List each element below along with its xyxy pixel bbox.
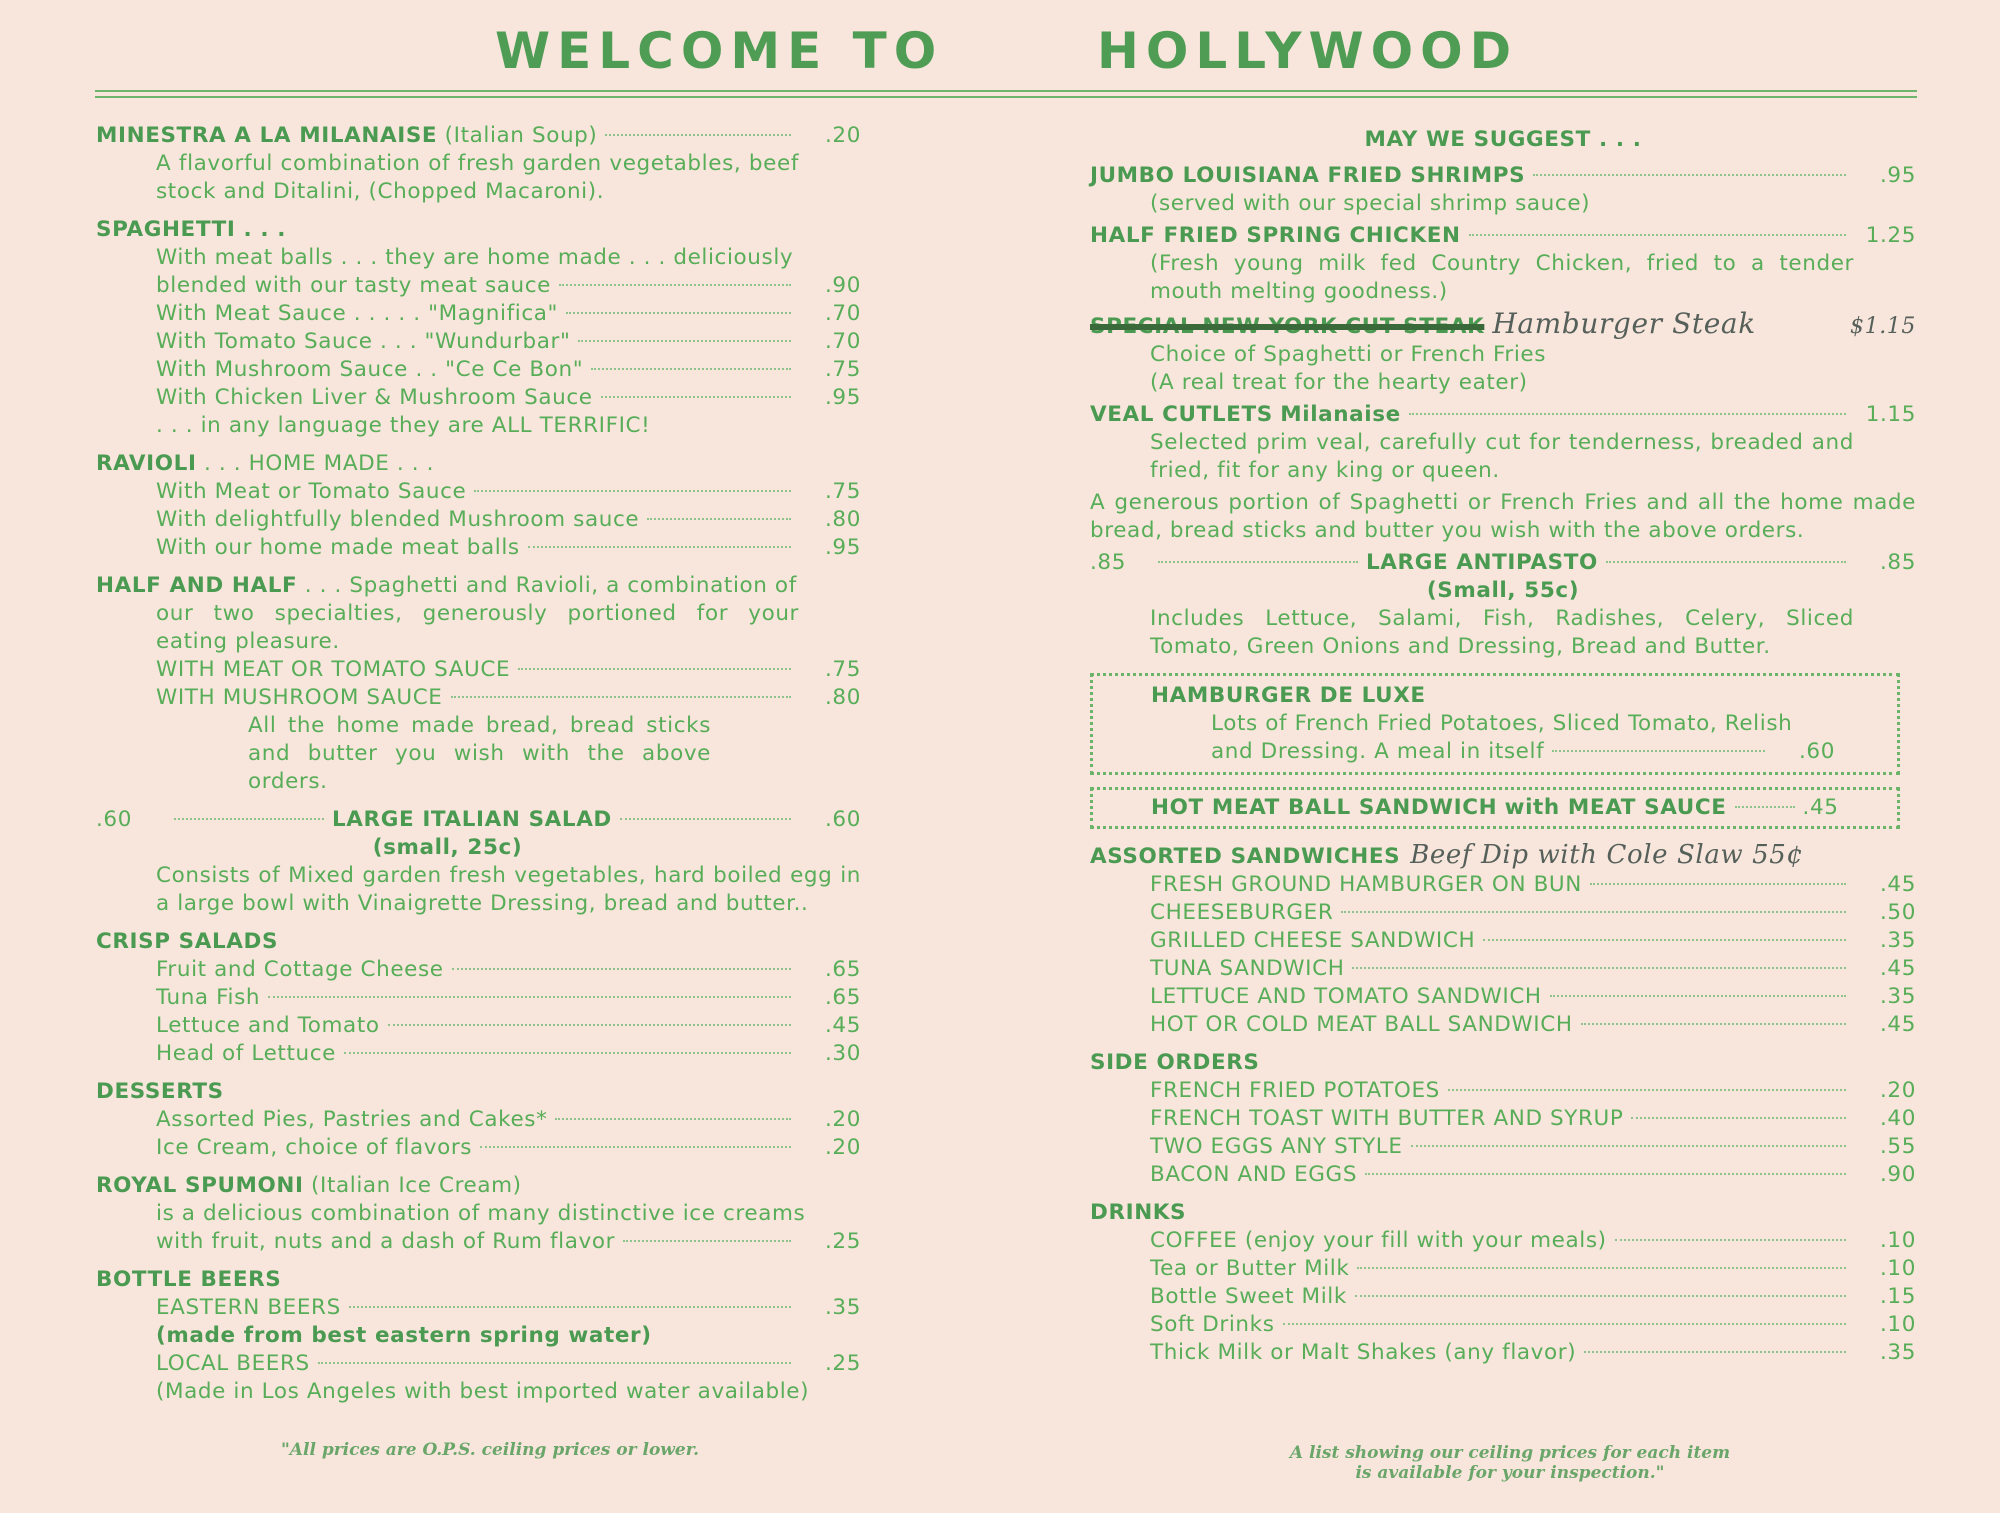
menu-item-chicken: HALF FRIED SPRING CHICKEN 1.25 (Fresh young milk fed Country Chicken, fried to a tender mouth melting goodness.) [1090, 223, 1916, 304]
item-price: .20 [825, 123, 861, 148]
item-name: HAMBURGER DE LUXE [1151, 683, 1426, 708]
menu-item: WITH MEAT OR TOMATO SAUCE .75 [156, 657, 861, 682]
footer-right [1190, 1443, 1830, 1483]
item-line2: (A real treat for the hearty eater) [1150, 370, 1528, 395]
box-meatball-sandwich: HOT MEAT BALL SANDWICH with MEAT SAUCE .45 [1090, 787, 1900, 829]
menu-item: Lettuce and Tomato .45 [156, 1013, 861, 1038]
menu-item: Bottle Sweet Milk .15 [1150, 1284, 1916, 1309]
item-line2: with fruit, nuts and a dash of Rum flavor .25 [156, 1229, 861, 1254]
item-desc: (Fresh young milk fed Country Chicken, fried to a tender mouth melting goodness.) [1150, 251, 1854, 304]
struck-name: SPECIAL NEW YORK CUT STEAK [1090, 314, 1485, 339]
beer-note: (made from best eastern spring water) [156, 1323, 652, 1348]
item-sub: (Italian Ice Cream) [311, 1173, 522, 1198]
menu-item: GRILLED CHEESE SANDWICH .35 [1150, 928, 1916, 953]
item-sub: (Italian Soup) [444, 123, 598, 148]
menu-item-minestra [96, 122, 861, 206]
menu-item: TUNA SANDWICH .45 [1150, 956, 1916, 981]
menu-item: HOT OR COLD MEAT BALL SANDWICH .45 [1150, 1012, 1916, 1037]
generous-note: A generous portion of Spaghetti or French Fries and all the home made bread, bread sticks and butter you wish with the above orders. [1090, 490, 1916, 543]
item-desc: Includes Lettuce, Salami, Fish, Radishes, Celery, Sliced Tomato, Green Onions and Dressing, Bread and Butter. [1150, 606, 1854, 659]
menu-item: Soft Drinks .10 [1150, 1312, 1916, 1337]
section-heading: BOTTLE BEERS [96, 1267, 282, 1292]
handwritten-correction: Hamburger Steak [1492, 307, 1756, 340]
section-heading: DRINKS [1090, 1200, 1187, 1225]
item-line1: Lots of French Fried Potatoes, Sliced Tomato, Relish [1211, 711, 1793, 736]
right-column [1090, 126, 1916, 1377]
menu-item: With Meat Sauce . . . . . "Magnifica" .70 [156, 301, 861, 326]
menu-item: TWO EGGS ANY STYLE .55 [1150, 1134, 1916, 1159]
menu-item: Fruit and Cottage Cheese .65 [156, 957, 861, 982]
menu-item: EASTERN BEERS .35 [156, 1295, 861, 1320]
menu-item: Tuna Fish .65 [156, 985, 861, 1010]
section-desc: our two specialties, generously portioned for your eating pleasure. [156, 601, 799, 654]
menu-item-spumoni [96, 1172, 861, 1256]
menu-item: Assorted Pies, Pastries and Cakes* .20 [156, 1107, 861, 1132]
top-rule [95, 90, 1917, 92]
menu-item: FRENCH FRIED POTATOES .20 [1150, 1078, 1916, 1103]
section-heading: DESSERTS [96, 1079, 224, 1104]
menu-item: blended with our tasty meat sauce .90 [156, 273, 861, 298]
item-name: LARGE ITALIAN SALAD [332, 807, 612, 832]
item-desc: Selected prim veal, carefully cut for tenderness, breaded and fried, fit for any king or queen. [1150, 430, 1854, 483]
box-hamburger-deluxe: HAMBURGER DE LUXE Lots of French Fried Potatoes, Sliced Tomato, Relish and Dressing. A meal in itself .60 [1090, 673, 1900, 775]
menu-item: Tea or Butter Milk .10 [1150, 1256, 1916, 1281]
section-intro: With meat balls . . . they are home made . . . deliciously [156, 245, 794, 270]
suggest-heading: MAY WE SUGGEST . . . [1364, 127, 1642, 152]
menu-item: With Tomato Sauce . . . "Wundurbar" .70 [156, 329, 861, 354]
section-crisp-salads [96, 928, 861, 1068]
section-tagline: . . . in any language they are ALL TERRIFIC! [156, 413, 651, 438]
item-desc: (served with our special shrimp sauce) [1150, 191, 1591, 216]
menu-item: CHEESEBURGER .50 [1150, 900, 1916, 925]
title-welcome: WELCOME TO [495, 22, 944, 80]
menu-item: Ice Cream, choice of flavors .20 [156, 1135, 861, 1160]
item-name: ROYAL SPUMONI [96, 1173, 304, 1198]
section-heading: SIDE ORDERS [1090, 1050, 1260, 1075]
section-heading: HALF AND HALF [96, 573, 298, 598]
item-name: MINESTRA A LA MILANAISE [96, 123, 438, 148]
handwritten-price: $1.15 [1850, 314, 1916, 339]
section-note: All the home made bread, bread sticks and butter you wish with the above orders. [248, 713, 711, 794]
section-heading: RAVIOLI [96, 451, 197, 476]
section-spaghetti [96, 216, 861, 440]
title-hollywood: HOLLYWOOD [1097, 22, 1519, 80]
menu-item: FRENCH TOAST WITH BUTTER AND SYRUP .40 [1150, 1106, 1916, 1131]
menu-item-veal: VEAL CUTLETS Milanaise 1.15 Selected prim veal, carefully cut for tenderness, breaded and fried, fit for any king or queen. [1090, 402, 1916, 483]
section-side-orders [1090, 1049, 1916, 1189]
menu-item: FRESH GROUND HAMBURGER ON BUN .45 [1150, 872, 1916, 897]
beer-note: (Made in Los Angeles with best imported water available) [156, 1379, 810, 1404]
section-ravioli [96, 450, 861, 562]
small-price: .60 [96, 807, 132, 832]
section-heading: ASSORTED SANDWICHES [1090, 844, 1401, 869]
handwritten-note: Beef Dip with Cole Slaw 55¢ [1410, 840, 1804, 870]
menu-item: COFFEE (enjoy your fill with your meals) .10 [1150, 1228, 1916, 1253]
menu-item-antipasto: .85 LARGE ANTIPASTO .85 (Small, 55c) Includes Lettuce, Salami, Fish, Radishes, Celery, Sliced Tomato, Green Onions and Dressing, Bread and Butter. [1090, 550, 1916, 659]
menu-item-steak [1090, 307, 1916, 397]
menu-item: LOCAL BEERS .25 [156, 1351, 861, 1376]
item-desc: Consists of Mixed garden fresh vegetables, hard boiled egg in a large bowl with Vinaigrette Dressing, bread and butter.. [156, 863, 861, 916]
menu-item: LETTUCE AND TOMATO SANDWICH .35 [1150, 984, 1916, 1009]
section-intro: . . . Spaghetti and Ravioli, a combination of [304, 573, 797, 598]
item-small: (small, 25c) [372, 835, 523, 860]
top-rule-2 [95, 96, 1917, 98]
item-desc: is a delicious combination of many distinctive ice creams [156, 1201, 806, 1226]
section-bottle-beers [96, 1266, 861, 1406]
menu-item: With Chicken Liver & Mushroom Sauce .95 [156, 385, 861, 410]
footer-line-2: is available for your inspection." [1355, 1463, 1665, 1483]
menu-item: With Meat or Tomato Sauce .75 [156, 479, 861, 504]
section-sandwiches [1090, 841, 1916, 1039]
item-line1: Choice of Spaghetti or French Fries [1150, 342, 1547, 367]
menu-item: With Mushroom Sauce . . "Ce Ce Bon" .75 [156, 357, 861, 382]
menu-item-italian-salad [96, 806, 861, 918]
section-desserts [96, 1078, 861, 1162]
menu-item-shrimps: JUMBO LOUISIANA FRIED SHRIMPS .95 (served with our special shrimp sauce) [1090, 163, 1916, 216]
menu-item: WITH MUSHROOM SAUCE .80 [156, 685, 861, 710]
menu-item: With delightfully blended Mushroom sauce .80 [156, 507, 861, 532]
menu-item: Head of Lettuce .30 [156, 1041, 861, 1066]
footer-line-1: A list showing our ceiling prices for each item [1289, 1443, 1731, 1463]
section-heading: CRISP SALADS [96, 929, 279, 954]
item-desc: A flavorful combination of fresh garden vegetables, beef stock and Ditalini, (Chopped Macaroni). [156, 151, 799, 204]
footer-left: "All prices are O.P.S. ceiling prices or lower. [280, 1440, 700, 1460]
section-drinks [1090, 1199, 1916, 1367]
item-price: .60 [825, 807, 861, 832]
menu-item: Thick Milk or Malt Shakes (any flavor) .35 [1150, 1340, 1916, 1365]
menu-item: With our home made meat balls .95 [156, 535, 861, 560]
menu-item: BACON AND EGGS .90 [1150, 1162, 1916, 1187]
section-half-and-half [96, 572, 861, 796]
section-heading-rest: . . . HOME MADE . . . [204, 451, 435, 476]
item-small: (Small, 55c) [1426, 578, 1580, 603]
section-heading: SPAGHETTI . . . [96, 217, 287, 242]
left-column [96, 122, 861, 1416]
